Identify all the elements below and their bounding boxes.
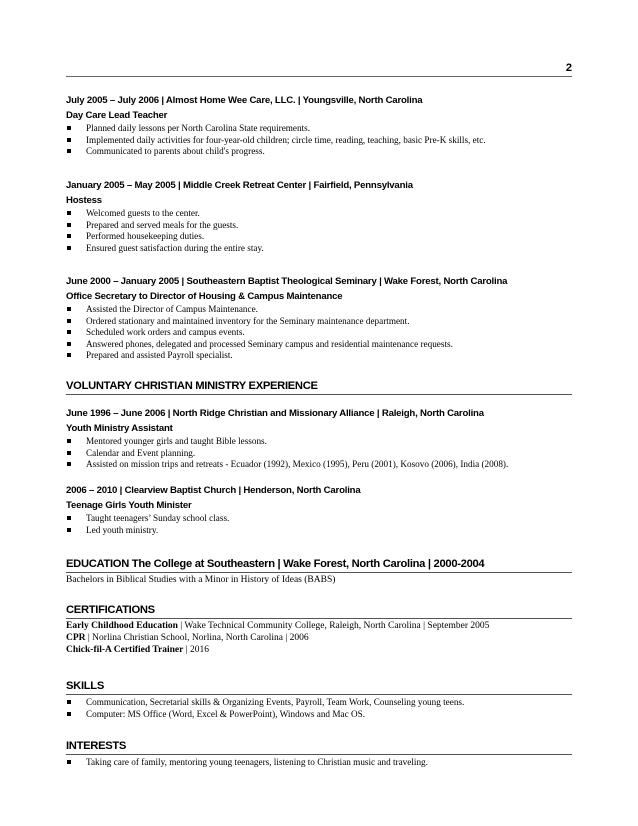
ministry-role: Teenage Girls Youth Minister <box>66 500 192 511</box>
job-role: Office Secretary to Director of Housing & Campus Maintenance <box>66 291 343 302</box>
section-title: EDUCATION The College at Southeastern | Wake Forest, North Carolina | 2000-2004 <box>66 558 485 570</box>
certification-name: Chick-fil-A Certified Trainer <box>66 645 184 655</box>
interests-section <box>66 740 572 769</box>
skills-section <box>66 680 572 720</box>
list-item: Taught teenagers’ Sunday school class. <box>66 513 572 525</box>
section-title: VOLUNTARY CHRISTIAN MINISTRY EXPERIENCE <box>66 380 318 392</box>
list-item: Taking care of family, mentoring young teenagers, listening to Christian music and traveling. <box>66 757 572 769</box>
ministry-header: June 1996 – June 2006 | North Ridge Christian and Missionary Alliance | Raleigh, North Carolina <box>66 408 484 419</box>
bullet-icon <box>67 319 71 323</box>
list-item: Ordered stationary and maintained inventory for the Seminary maintenance department. <box>66 316 572 328</box>
list-item: Computer: MS Office (Word, Excel & PowerPoint), Windows and Mac OS. <box>66 709 572 721</box>
job-header: July 2005 – July 2006 | Almost Home Wee Care, LLC. | Youngsville, North Carolina <box>66 95 423 106</box>
ministry-header: 2006 – 2010 | Clearview Baptist Church | Henderson, North Carolina <box>66 485 361 496</box>
job-bullets <box>66 208 572 254</box>
list-item: Answered phones, delegated and processed Seminary campus and residential maintenance requests. <box>66 339 572 351</box>
list-item: Scheduled work orders and campus events. <box>66 327 572 339</box>
bullet-icon <box>67 342 71 346</box>
certification-item: CPR | Norlina Christian School, Norlina, North Carolina | 2006 <box>66 633 309 643</box>
list-item: Mentored younger girls and taught Bible lessons. <box>66 436 572 448</box>
list-item: Implemented daily activities for four-year-old children; circle time, reading, teaching, basic Pre-K skills, etc. <box>66 135 572 147</box>
bullet-icon <box>67 149 71 153</box>
ministry-bullets <box>66 513 572 536</box>
certifications-section <box>66 604 572 656</box>
ministry-entry <box>66 485 572 536</box>
job-bullets <box>66 123 572 158</box>
job-role: Day Care Lead Teacher <box>66 110 168 121</box>
job-role: Hostess <box>66 195 102 206</box>
job-header: January 2005 – May 2005 | Middle Creek Retreat Center | Fairfield, Pennsylvania <box>66 180 413 191</box>
bullet-icon <box>67 234 71 238</box>
list-item: Prepared and served meals for the guests. <box>66 220 572 232</box>
list-item: Planned daily lessons per North Carolina State requirements. <box>66 123 572 135</box>
page-number: 2 <box>565 62 572 74</box>
list-item: Assisted on mission trips and retreats - Ecuador (1992), Mexico (1995), Peru (2001), Kosovo (2006), India (2008). <box>66 459 572 471</box>
header-rule <box>66 76 572 77</box>
section-title: INTERESTS <box>66 740 127 752</box>
ministry-bullets <box>66 436 572 471</box>
education-section <box>66 558 572 586</box>
bullet-icon <box>67 462 71 466</box>
skills-bullets <box>66 697 572 720</box>
list-item: Calendar and Event planning. <box>66 448 572 460</box>
bullet-icon <box>67 528 71 532</box>
section-divider <box>66 394 572 395</box>
bullet-icon <box>67 700 71 704</box>
bullet-icon <box>67 211 71 215</box>
section-divider <box>66 754 572 755</box>
ministry-section <box>66 380 572 395</box>
job-entry <box>66 180 572 254</box>
list-item: Welcomed guests to the center. <box>66 208 572 220</box>
job-entry <box>66 276 572 362</box>
education-detail: Bachelors in Biblical Studies with a Minor in History of Ideas (BABS) <box>66 575 336 585</box>
certification-item: Early Childhood Education | Wake Technical Community College, Raleigh, North Carolina | September 2005 <box>66 621 490 631</box>
bullet-icon <box>67 223 71 227</box>
job-header: June 2000 – January 2005 | Southeastern Baptist Theological Seminary | Wake Forest, North Carolina <box>66 276 508 287</box>
bullet-icon <box>67 451 71 455</box>
list-item: Communicated to parents about child's progress. <box>66 146 572 158</box>
bullet-icon <box>67 246 71 250</box>
section-title: SKILLS <box>66 680 104 692</box>
bullet-icon <box>67 138 71 142</box>
job-entry <box>66 95 572 158</box>
list-item: Led youth ministry. <box>66 525 572 537</box>
job-bullets <box>66 304 572 362</box>
certification-name: Early Childhood Education <box>66 621 178 631</box>
bullet-icon <box>67 307 71 311</box>
bullet-icon <box>67 712 71 716</box>
bullet-icon <box>67 126 71 130</box>
bullet-icon <box>67 439 71 443</box>
ministry-entry <box>66 408 572 471</box>
bullet-icon <box>67 516 71 520</box>
list-item: Prepared and assisted Payroll specialist. <box>66 350 572 362</box>
section-divider <box>66 618 572 619</box>
certification-name: CPR <box>66 633 86 643</box>
list-item: Assisted the Director of Campus Maintenance. <box>66 304 572 316</box>
interests-bullets <box>66 757 572 769</box>
section-title: CERTIFICATIONS <box>66 604 155 616</box>
section-divider <box>66 694 572 695</box>
bullet-icon <box>67 353 71 357</box>
list-item: Performed housekeeping duties. <box>66 231 572 243</box>
certification-item: Chick-fil-A Certified Trainer | 2016 <box>66 645 209 655</box>
bullet-icon <box>67 760 71 764</box>
ministry-role: Youth Ministry Assistant <box>66 423 173 434</box>
section-divider <box>66 572 572 573</box>
bullet-icon <box>67 330 71 334</box>
list-item: Communication, Secretarial skills & Organizing Events, Payroll, Team Work, Counseling young teens. <box>66 697 572 709</box>
list-item: Ensured guest satisfaction during the entire stay. <box>66 243 572 255</box>
